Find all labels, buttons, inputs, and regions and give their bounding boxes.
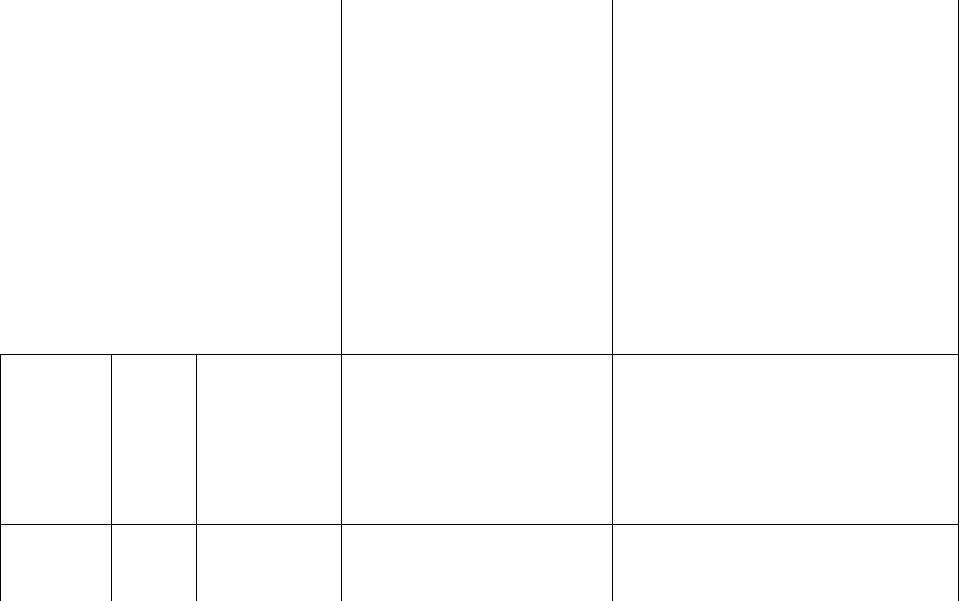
table-border [0, 524, 959, 525]
table-border [612, 0, 613, 601]
table-border [196, 354, 197, 601]
table-border [111, 354, 112, 601]
table-border [341, 0, 342, 601]
table-border [0, 354, 959, 355]
table-border [958, 0, 959, 601]
table-border [0, 354, 1, 601]
